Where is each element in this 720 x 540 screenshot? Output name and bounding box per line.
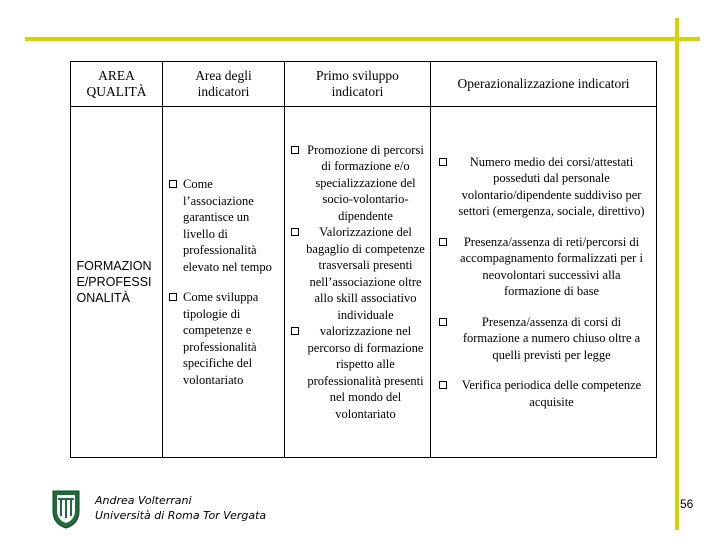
area-cell [71, 107, 163, 458]
square-bullet-icon [169, 293, 177, 301]
list-item: Promozione di percorsi di formazione e/o specializzazione del socio-volontario-dipendente [305, 142, 426, 225]
author-name: Andrea Volterrani [95, 494, 192, 507]
page-number: 56 [680, 497, 694, 511]
header-area-quality: AREA QUALITÀ [71, 62, 163, 107]
square-bullet-icon [291, 146, 299, 154]
square-bullet-icon [439, 318, 447, 326]
header-operationalization: Operazionalizzazione indicatori [431, 62, 657, 107]
right-accent-line [675, 18, 679, 530]
list-item: valorizzazione nel percorso di formazione rispetto alle professionalità presenti nel mondo del volontariato [305, 323, 426, 422]
list-item: Presenza/assenza di reti/percorsi di accompagnamento formalizzati per i neovolontari successivi alla formazione di base [453, 234, 650, 300]
quality-indicators-table [70, 61, 657, 458]
indicator-areas-cell [163, 107, 285, 458]
footer-author [95, 493, 266, 523]
square-bullet-icon [291, 228, 299, 236]
header-indicator-area: Area degli indicatori [163, 62, 285, 107]
square-bullet-icon [439, 158, 447, 166]
first-development-cell [285, 107, 431, 458]
list-item: Valorizzazione del bagaglio di competenze trasversali presenti nell’associazione oltre allo skill associativo individuale [305, 224, 426, 323]
list-item: Presenza/assenza di corsi di formazione a numero chiuso oltre a quelli previsti per legge [453, 314, 650, 364]
table-header-row [71, 62, 657, 107]
square-bullet-icon [439, 381, 447, 389]
operationalization-cell [431, 107, 657, 458]
square-bullet-icon [439, 238, 447, 246]
list-item: Numero medio dei corsi/attestati posseduti dal personale volontario/dipendente suddiviso per settori (emergenza, sociale, direttivo) [453, 154, 650, 220]
table-body-row [71, 107, 657, 458]
university-name: Università di Roma Tor Vergata [95, 509, 267, 522]
square-bullet-icon [169, 180, 177, 188]
list-item: Verifica periodica delle competenze acquisite [453, 377, 650, 410]
list-item: Come sviluppa tipologie di competenze e professionalità specifiche del volontariato [183, 289, 280, 388]
list-item: Come l’associazione garantisce un livello di professionalità elevato nel tempo [183, 176, 280, 275]
header-first-development: Primo sviluppo indicatori [285, 62, 431, 107]
square-bullet-icon [291, 327, 299, 335]
top-accent-line [25, 37, 700, 41]
area-label: FORMAZIONE/PROFESSIONALITÀ [76, 259, 152, 305]
university-logo-icon [50, 489, 82, 529]
